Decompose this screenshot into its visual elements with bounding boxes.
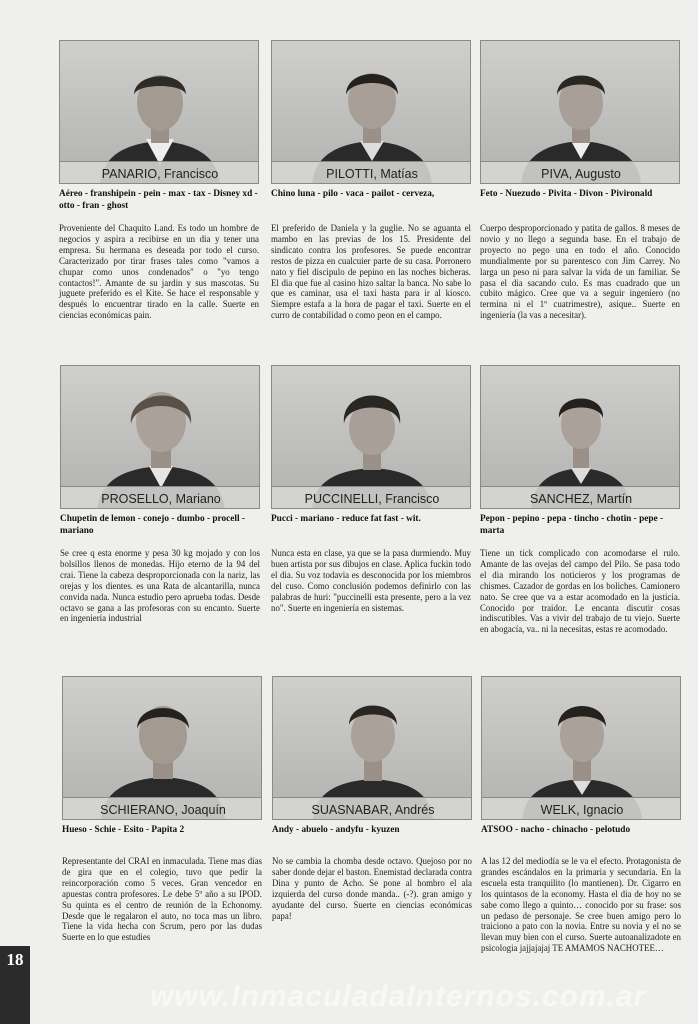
student-name: SCHIERANO, Joaquín (63, 797, 262, 820)
student-photo (59, 40, 259, 184)
student-bio: El preferido de Daniela y la guglie. No se aguanta el mambo en las previas de los 15. Presidente del sindicato contra los profesores. Se puede encontrar restos de pizza en cualcuier parte de su casa. Porronero nato y fiel discipulo de pepino en las noches bicheras. El dia que fue al casino hizo saltar la banca. No sabe lo que es caminar, usa el taxi hasta para ir al kiosco. Siempre estafa a la hora de pagar el taxi. Suerte en el curro de contabilidad o como peon en el campo. (271, 223, 471, 321)
student-bio: Representante del CRAI en inmaculada. Tiene mas días de gira que en el colegio, tuvo que pedir la reincorporación como 5 veces. Gran vencedor en apuestas contra profesores. Le debe 5º año a su IPOD. Su quinta es el centro de reunión de la Echonomy. Desde que le regalaron el auto, no toca mas un libro. Tiene la vida hecha con Scrum, pero por las dudas Suerte en lo que estudies (62, 856, 262, 943)
student-nicknames: Pucci - mariano - reduce fat fast - wit. (271, 514, 421, 524)
student-name: PIVA, Augusto (481, 161, 680, 184)
watermark: www.InmaculadaInternos.com.ar (150, 980, 647, 1013)
student-nicknames: Aéreo - franshipein - pein - max - tax - Disney xd - otto - fran - ghost (59, 189, 258, 211)
student-name: SUASNABAR, Andrés (273, 797, 472, 820)
student-name: PROSELLO, Mariano (61, 486, 260, 509)
student-name: SANCHEZ, Martín (481, 486, 680, 509)
student-nicknames: Hueso - Schie - Esito - Papita 2 (62, 825, 185, 835)
page-number: 18 (0, 946, 30, 1024)
student-nicknames: Feto - Nuezudo - Pivita - Divon - Pivironald (480, 189, 653, 199)
student-name: PILOTTI, Matías (272, 161, 471, 184)
student-photo (60, 365, 260, 509)
student-photo (271, 40, 471, 184)
student-bio: Cuerpo desproporcionado y patita de gallos. 8 meses de novio y no llego a segunda base. En el trabajo de proyecto no pego una en todo el año. Conocido mundialmente por su parentesco con Jim Carrey. No larga un peso ni para salvar la vida de un familiar. Se pasa el dia sacando culo. Es mas cuadrado que un cubito mágico. Cree que va a seguir ingeniero (no termina ni el 1º cuatrimestre), asique.. Suerte en ingeniería (la vas a necesitar). (480, 223, 680, 321)
student-photo (271, 365, 471, 509)
student-name: PUCCINELLI, Francisco (272, 486, 471, 509)
student-bio: No se cambia la chomba desde octavo. Quejoso por no saber donde dejar el baston. Enemistad declarada contra Dina y punto de Acho. Se pone al hombro el ala izquierda del curso donde manda.. (-?). gran amigo y ayudante del curso. Suerte en ciencias económicas papa! (272, 856, 472, 921)
student-name: WELK, Ignacio (482, 797, 681, 820)
student-nicknames: Chupetin de lemon - conejo - dumbo - procell - mariano (60, 514, 245, 536)
student-nicknames: Chino luna - pilo - vaca - pailot - cerveza, (271, 189, 435, 199)
student-nicknames: Pepon - pepino - pepa - tincho - chotin - pepe - marta (480, 514, 664, 536)
student-photo (480, 40, 680, 184)
student-photo (272, 676, 472, 820)
student-nicknames: Andy - abuelo - andyfu - kyuzen (272, 825, 400, 835)
student-name: PANARIO, Francisco (60, 161, 259, 184)
student-photo (480, 365, 680, 509)
student-bio: A las 12 del mediodía se le va el efecto. Protagonista de grandes escándalos en la primaria y secundaria. En la escuela esta tranquilito (lo mantienen). Dr. Cigarro en los quintasos de la economy. Hasta el dia de hoy no se sabe como llego a quinto… conocido por su frase: sos un pedaso de personaje. Se cree buen amigo pero lo traiciono a pato con la novia. Entre su novia y el no se llevan muy bien con el curso. Suerte autoanalizadote en psicologia jajjajajaj TE AMAMOS NACHOTEE… (481, 856, 681, 954)
student-bio: Proveniente del Chaquito Land. Es todo un hombre de negocios y aspira a recibirse en un dia y tener una empresa. Su hermana es deseada por todo el curso. Caracterizado por tirar frases tales como "vamos a chupar como unos condenados" o "yo tengo contactos!". Amante de su jardin y sus mascotas. Su juguete preferido es el Kite. Se hace el responsable y después lo encuentrar tirado en la calle. Suerte en ciencias económicas pain. (59, 223, 259, 321)
student-bio: Tiene un tick complicado con acomodarse el rulo. Amante de las ovejas del campo del Pilo. Se pasa todo el dia mirando los noticieros y los programas de chismes. Cazador de gordas en los boliches. Camionero nato. Se cree que va a estar acomodado en la justicia. Conocido por traidor. Le encanta discutir cosas indiscutibles. Vas a vivir del trabajo de tu viejo. Suerte en abogacía, va.. ni la necesitas, estas re acomodado. (480, 548, 680, 635)
student-photo (481, 676, 681, 820)
student-bio: Se cree q esta enorme y pesa 30 kg mojado y con los bolsillos llenos de monedas. Hijo eterno de la 94 del crai. Tiene la cabeza desproporcionada con la nariz, las orejas y los dientes. es una Rata de alcantarilla, nunca convida nada. Nunca estudio pero aprueba todas. Desde octavo se gana a las profesoras con su encanto. Suerte en ingeniería industrial (60, 548, 260, 624)
student-photo (62, 676, 262, 820)
student-bio: Nunca esta en clase, ya que se la pasa durmiendo. Muy buen artista por sus dibujos en clase. Aplica fuckin todo el dia. Su voz todavia es desconocida por los miembros del cuso. Como conclusión podemos definirlo con las palabras de huri: "puccinelli esta presente, pero a la vez no". Suerte en ingeniería en sistemas. (271, 548, 471, 613)
student-nicknames: ATSOO - nacho - chinacho - pelotudo (481, 825, 631, 835)
